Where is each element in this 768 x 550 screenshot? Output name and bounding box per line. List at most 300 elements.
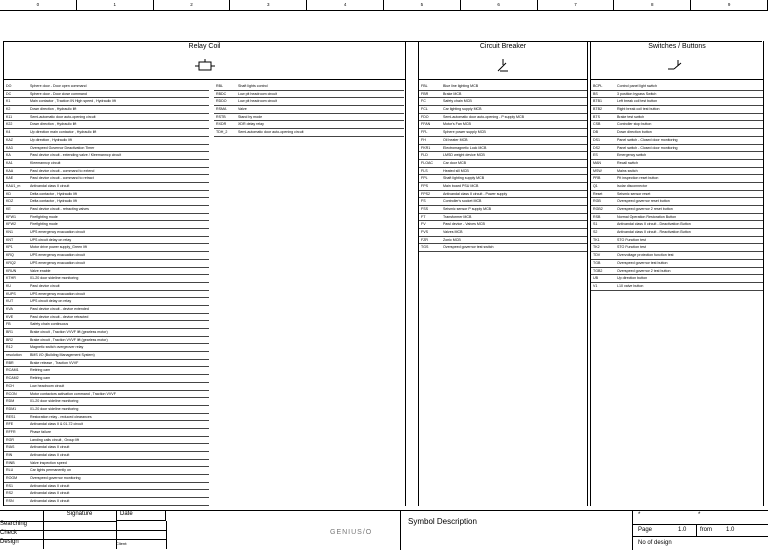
list-item — [214, 98, 404, 106]
ruler-cell: 7 — [538, 0, 615, 10]
item-description: UPS emergency evacuation circuit — [30, 291, 85, 296]
list-item — [591, 114, 763, 122]
item-description: Seismic sensor P supply MCB — [443, 207, 492, 211]
list-item — [4, 452, 209, 460]
ruler-cell: 0 — [0, 0, 77, 10]
item-description: Overspeed governor monitoring — [30, 476, 81, 481]
item-description: Antivandal class II circuit - Reactivation Button — [617, 230, 691, 235]
relay-coil-title: Relay Coil — [188, 43, 221, 50]
list-item — [591, 198, 763, 206]
item-description: Valve — [238, 107, 247, 112]
relay-list-right — [214, 83, 404, 137]
item-code: FVS — [421, 230, 428, 235]
item-code: TK1 — [593, 237, 600, 242]
signature-header: Signature — [43, 511, 117, 522]
item-description: Electromagnetic Lock MCB — [443, 145, 487, 150]
item-code: RFFR — [6, 429, 16, 434]
list-item — [419, 183, 587, 191]
item-code: FLS — [421, 168, 428, 173]
list-item — [214, 83, 404, 91]
item-description: Shaft lighting supply MCB — [443, 176, 485, 181]
item-description: STO Function test — [617, 245, 646, 250]
item-code: FLD — [421, 153, 428, 158]
item-code: RBL — [216, 84, 223, 88]
list-item — [4, 191, 209, 199]
list-item — [4, 252, 209, 260]
item-code: RSMA — [216, 107, 227, 112]
list-item — [4, 214, 209, 222]
item-description: Antivandal class II circuit — [30, 453, 70, 457]
item-description: Seismic sensor reset — [617, 191, 651, 196]
title-block — [0, 510, 768, 550]
item-description: Delta contactor , Hydraulic lift — [30, 199, 77, 204]
item-code: DB — [593, 130, 598, 135]
item-code: BR1 — [6, 330, 13, 334]
list-item — [214, 106, 404, 114]
list-item — [4, 314, 209, 322]
item-description: Controller stop button — [617, 122, 652, 127]
item-description: UPS circuit delay on relay — [30, 237, 72, 242]
list-item — [419, 91, 587, 99]
list-item — [419, 98, 587, 106]
switches-symbol — [591, 59, 763, 75]
list-item — [4, 421, 209, 429]
item-code: BR2 — [6, 337, 13, 342]
list-item — [591, 268, 763, 276]
item-description: Low pit headroom circuit — [238, 99, 277, 104]
list-item — [591, 283, 763, 291]
list-item — [419, 221, 587, 229]
page-value: 1.0 — [678, 527, 687, 533]
item-description: Low headroom circuit — [30, 383, 65, 388]
item-code: KNT — [6, 237, 14, 242]
item-description: Pit inspection reset button — [617, 176, 659, 181]
item-code: RES1 — [6, 414, 16, 419]
item-description: Low pit headroom circuit — [238, 91, 277, 96]
item-description: Up direction , Hydraulic lift — [30, 137, 72, 142]
item-code: KAU1_m — [6, 183, 21, 188]
item-code: RCON — [6, 391, 17, 396]
circuit-breaker-title: Circuit Breaker — [479, 43, 527, 50]
list-item — [419, 160, 587, 168]
switches-list — [591, 83, 763, 291]
item-code: KP1 — [6, 245, 13, 250]
list-item — [419, 229, 587, 237]
item-description: Pawl device - Valves MCB — [443, 222, 485, 227]
list-item — [214, 91, 404, 99]
item-code: CSB — [593, 122, 601, 127]
item-code: DC — [6, 91, 12, 96]
item-code: R12 — [6, 345, 13, 350]
list-item — [591, 83, 763, 91]
list-item — [4, 344, 209, 352]
item-code: BS — [593, 91, 598, 96]
item-description: Sphere door - Door close command — [30, 91, 87, 96]
item-code: KVA — [6, 306, 13, 311]
item-description: Firefighting mode — [30, 222, 58, 227]
list-item — [4, 206, 209, 214]
item-description: Motor's Fan MCB — [443, 122, 471, 127]
item-code: TDV — [593, 253, 601, 258]
list-item — [4, 152, 209, 160]
item-description: STO Function test — [617, 237, 646, 242]
item-description: Car lighting supply MCB — [443, 107, 482, 112]
breaker-list — [419, 83, 587, 252]
item-description: Car lights permanently on — [30, 468, 71, 473]
list-item — [214, 114, 404, 122]
list-item — [419, 83, 587, 91]
list-item — [4, 237, 209, 245]
list-item — [4, 137, 209, 145]
item-code: TK2 — [593, 245, 600, 250]
ruler-cell: 5 — [384, 0, 461, 10]
list-item — [4, 83, 209, 91]
item-code: FFAN — [421, 122, 431, 127]
item-description: Oil heater MCB — [443, 137, 468, 142]
list-item — [4, 467, 209, 475]
item-description: Pawl device circuit - command to extend — [30, 168, 95, 173]
item-description: Control panel light switch — [617, 84, 657, 88]
list-item — [591, 275, 763, 283]
list-item — [419, 244, 587, 252]
item-description: Pawl device circuit - command to retract — [30, 176, 94, 181]
item-description: Up direction button — [617, 276, 648, 281]
list-item — [591, 98, 763, 106]
client-label: Client: — [116, 539, 167, 549]
list-item — [4, 129, 209, 137]
item-code: FB — [6, 322, 11, 327]
item-description: Antivandal class II circuit — [30, 445, 70, 450]
item-code: KRQ2 — [6, 260, 16, 265]
page-label: Page — [638, 527, 653, 533]
breaker-header-line — [419, 79, 587, 80]
item-code: RLU — [6, 468, 14, 473]
item-description: Valve enable — [30, 268, 51, 273]
item-code: RDM1 — [6, 406, 17, 411]
item-code: KN1 — [6, 230, 13, 235]
list-item — [4, 383, 209, 391]
item-description: L10 valve button — [617, 283, 644, 288]
company-logo: GENIUS/O — [330, 529, 373, 536]
item-code: BTS — [593, 114, 600, 119]
item-description: Stand by mode — [238, 114, 263, 119]
item-code: FLOAC — [421, 160, 433, 165]
list-item — [4, 360, 209, 368]
item-description: LMSD weight device MCB — [443, 153, 485, 158]
item-description: Transformer MCB — [443, 214, 472, 219]
relay-header-line — [4, 79, 405, 80]
list-item — [419, 129, 587, 137]
item-code: RSTB — [216, 114, 226, 119]
tb-star-2: * — [698, 512, 701, 518]
breaker-icon — [496, 59, 510, 73]
item-code: MSW — [593, 168, 602, 173]
item-description: Antivandal class II circuit — [30, 491, 70, 496]
item-code: RIN — [6, 453, 13, 457]
item-code: FT — [421, 214, 426, 219]
item-code: RXDR — [216, 122, 227, 127]
item-description: Blue line lighting MCB — [443, 84, 479, 88]
list-item — [4, 91, 209, 99]
item-code: RSB — [593, 214, 601, 219]
ruler-cell: 2 — [154, 0, 231, 10]
item-description: Overspeed governor reset button — [617, 199, 670, 204]
item-description: Overspeed governor 2 reset button — [617, 207, 673, 211]
list-item — [4, 268, 209, 276]
item-code: KRQ — [6, 253, 14, 258]
switches-title: Switches / Buttons — [648, 43, 706, 50]
item-code: FBL — [421, 84, 428, 88]
list-item — [214, 129, 404, 137]
item-code: KUT — [6, 299, 14, 304]
item-code: FKR1 — [421, 145, 431, 150]
list-item — [4, 198, 209, 206]
item-description: Pawl device circuit - retracting valves — [30, 207, 89, 211]
list-item — [591, 260, 763, 268]
ruler-cell: 9 — [691, 0, 768, 10]
item-description: Up direction main contactor , Hydraulic lift — [30, 130, 97, 135]
item-code: RBDC — [216, 91, 227, 96]
list-item — [419, 175, 587, 183]
item-description: Car door MCB — [443, 160, 466, 165]
ruler-cell: 6 — [461, 0, 538, 10]
list-item — [419, 214, 587, 222]
item-description: Safety chain continuous — [30, 322, 69, 327]
searching-label: Searching — [0, 521, 44, 531]
item-description: UPS circuit delay on relay — [30, 299, 72, 304]
list-item — [4, 498, 209, 506]
switches-header-line — [591, 79, 763, 80]
item-description: Overspeed Governor Deactivation Timer — [30, 145, 95, 150]
item-description: Panel switch - Closed door monitoring — [617, 137, 678, 142]
item-description: Antivandal class II circuit — [30, 483, 70, 488]
item-code: resolution — [6, 353, 22, 358]
item-description: BMS I/O (Building Management System) — [30, 353, 95, 358]
item-code: DS1 — [593, 137, 600, 142]
list-item — [4, 114, 209, 122]
item-code: DS2 — [593, 145, 600, 150]
item-code: MAN — [593, 160, 601, 165]
item-description: Delta contactor , Hydraulic lift — [30, 191, 77, 196]
item-description: Overspeed governor test switch — [443, 245, 494, 250]
list-item — [419, 206, 587, 214]
list-item — [591, 160, 763, 168]
list-item — [591, 191, 763, 199]
item-code: FPS2 — [421, 191, 430, 196]
list-item — [4, 183, 209, 191]
list-item — [4, 444, 209, 452]
item-description: Mains switch — [617, 168, 638, 173]
circuit-breaker-symbol — [419, 59, 587, 75]
item-code: S1 — [593, 222, 598, 227]
item-code: FV — [421, 222, 426, 227]
relay-coil-symbol — [4, 59, 405, 75]
item-description: Phase failure — [30, 429, 51, 434]
item-description: Heated sill MCB — [443, 168, 469, 173]
item-code: KRUN — [6, 268, 17, 273]
item-code: KAA — [6, 168, 14, 173]
list-item — [591, 244, 763, 252]
list-item — [591, 91, 763, 99]
item-description: Overvoltage protection function test — [617, 253, 674, 258]
item-code: KTHR — [6, 276, 16, 281]
list-item — [4, 145, 209, 153]
item-code: RGB2 — [593, 207, 603, 211]
item-code: FH — [421, 137, 426, 142]
item-code: FZR — [421, 237, 428, 242]
circuit-breaker-panel — [418, 41, 588, 506]
item-code: KUPS — [6, 291, 16, 296]
item-code: KAZ — [6, 137, 13, 142]
list-item — [591, 137, 763, 145]
item-description: UPS emergency evacuation circuit — [30, 253, 85, 258]
list-item — [591, 168, 763, 176]
item-code: K4 — [6, 130, 11, 135]
item-code: RFE — [6, 422, 14, 427]
item-description: Antivandal class II circuit — [30, 183, 70, 188]
item-code: RDDO — [216, 99, 227, 104]
list-item — [419, 137, 587, 145]
list-item — [4, 298, 209, 306]
list-item — [419, 121, 587, 129]
list-item — [419, 198, 587, 206]
list-item — [591, 214, 763, 222]
list-item — [419, 145, 587, 153]
item-code: KE — [6, 207, 11, 211]
item-code: BCPL — [593, 84, 603, 88]
list-item — [591, 221, 763, 229]
item-description: Normal Operation Restoration Button — [617, 214, 677, 219]
item-code: DO — [6, 84, 12, 88]
item-description: 01-20 door sideline monitoring — [30, 406, 79, 411]
item-code: BTB2 — [593, 107, 602, 112]
item-code: KFW1 — [6, 214, 16, 219]
list-item — [4, 367, 209, 375]
list-item — [4, 391, 209, 399]
item-description: Valves MCB — [443, 230, 463, 235]
list-item — [4, 168, 209, 176]
list-item — [4, 291, 209, 299]
switch-icon — [668, 59, 686, 73]
item-description: XDR delay relay — [238, 122, 264, 127]
switches-panel — [590, 41, 764, 506]
list-item — [4, 160, 209, 168]
item-description: Restoration relay - reduced clearances — [30, 414, 92, 419]
item-code: KA3 — [6, 145, 13, 150]
item-code: PRB — [593, 176, 601, 181]
item-code: RCAM1 — [6, 368, 19, 373]
item-description: 01-20 door sideline monitoring — [30, 399, 79, 404]
item-code: RSN — [6, 499, 14, 504]
list-item — [4, 221, 209, 229]
item-description: Retiring cam — [30, 368, 51, 373]
ruler-cell: 3 — [230, 0, 307, 10]
list-item — [591, 183, 763, 191]
list-item — [4, 429, 209, 437]
item-code: RIAS — [6, 445, 15, 450]
item-description: Brake test switch — [617, 114, 645, 119]
list-item — [419, 237, 587, 245]
item-code: RCAM2 — [6, 376, 19, 381]
item-code: RINB — [6, 460, 15, 465]
item-code: FPL — [421, 176, 428, 181]
list-item — [591, 106, 763, 114]
item-code: FFL — [421, 130, 428, 135]
item-code: ES — [593, 153, 598, 158]
item-description: Firefighting mode — [30, 214, 58, 219]
item-description: Brake MCB — [443, 91, 462, 96]
item-code: KD — [6, 191, 11, 196]
list-item — [4, 490, 209, 498]
item-description: Motor contactors activation command , Traction VVVF — [30, 391, 116, 396]
item-description: 01-20 door sideline monitoring — [30, 276, 79, 281]
item-description: Down direction , Hydraulic lift — [30, 122, 77, 127]
item-code: TGB2 — [593, 268, 603, 273]
relay-list-left — [4, 83, 209, 506]
item-code: KVE — [6, 314, 14, 319]
item-code: KA — [6, 153, 11, 158]
item-code: RCH — [6, 383, 14, 388]
item-description: Safety chain MCB — [443, 99, 472, 104]
item-description: UPS emergency evacuation circuit — [30, 230, 85, 235]
item-description: Pawl device circuit - device retracted — [30, 314, 89, 319]
item-description: Pawl device circuit - extending valve / Kleemanncp circuit — [30, 153, 122, 158]
from-label: from — [700, 527, 712, 533]
item-description: Magnetic switch overgeover relay — [30, 345, 84, 350]
list-item — [4, 321, 209, 329]
item-description: Left break coil test button — [617, 99, 658, 104]
item-description: Landing calls circuit , Group lift — [30, 437, 79, 442]
item-code: Reset — [593, 191, 603, 196]
list-item — [4, 121, 209, 129]
item-code: Q1 — [593, 183, 598, 188]
item-description: Pawl device circuit — [30, 283, 60, 288]
list-item — [591, 129, 763, 137]
item-code: RDM — [6, 399, 15, 404]
list-item — [591, 252, 763, 260]
list-item — [4, 275, 209, 283]
item-code: FDO — [421, 114, 429, 119]
list-item — [4, 406, 209, 414]
item-description: Semi-automatic door auto-opening circuit — [30, 114, 96, 119]
list-item — [4, 98, 209, 106]
item-description: Sphere door - Door open command — [30, 84, 87, 88]
item-code: KDZ — [6, 199, 14, 204]
list-item — [4, 260, 209, 268]
item-code: KFW2 — [6, 222, 16, 227]
list-item — [4, 337, 209, 345]
item-description: Brake circuit , Traction VVVF lift (gearless motor) — [30, 330, 108, 334]
list-item — [4, 414, 209, 422]
design-label: Design — [0, 539, 44, 549]
item-code: KA1 — [6, 160, 13, 165]
item-code: FBR — [421, 91, 429, 96]
item-description: Shaft lights control — [238, 84, 268, 88]
item-code: BTB1 — [593, 99, 602, 104]
list-item — [419, 152, 587, 160]
item-description: Zonic MCB — [443, 237, 461, 242]
list-item — [591, 206, 763, 214]
item-code: KAE — [6, 176, 14, 181]
item-code: FC — [421, 99, 426, 104]
item-description: Semi-automatic door auto-opening - P supply MCB — [443, 114, 525, 119]
column-ruler — [0, 0, 768, 11]
item-description: Recall switch — [617, 160, 638, 165]
item-code: FCL — [421, 107, 428, 112]
tb-star-1: * — [638, 512, 641, 518]
item-description: Main board PSU MCB — [443, 183, 479, 188]
item-description: UPS emergency evacuation circuit — [30, 260, 85, 265]
